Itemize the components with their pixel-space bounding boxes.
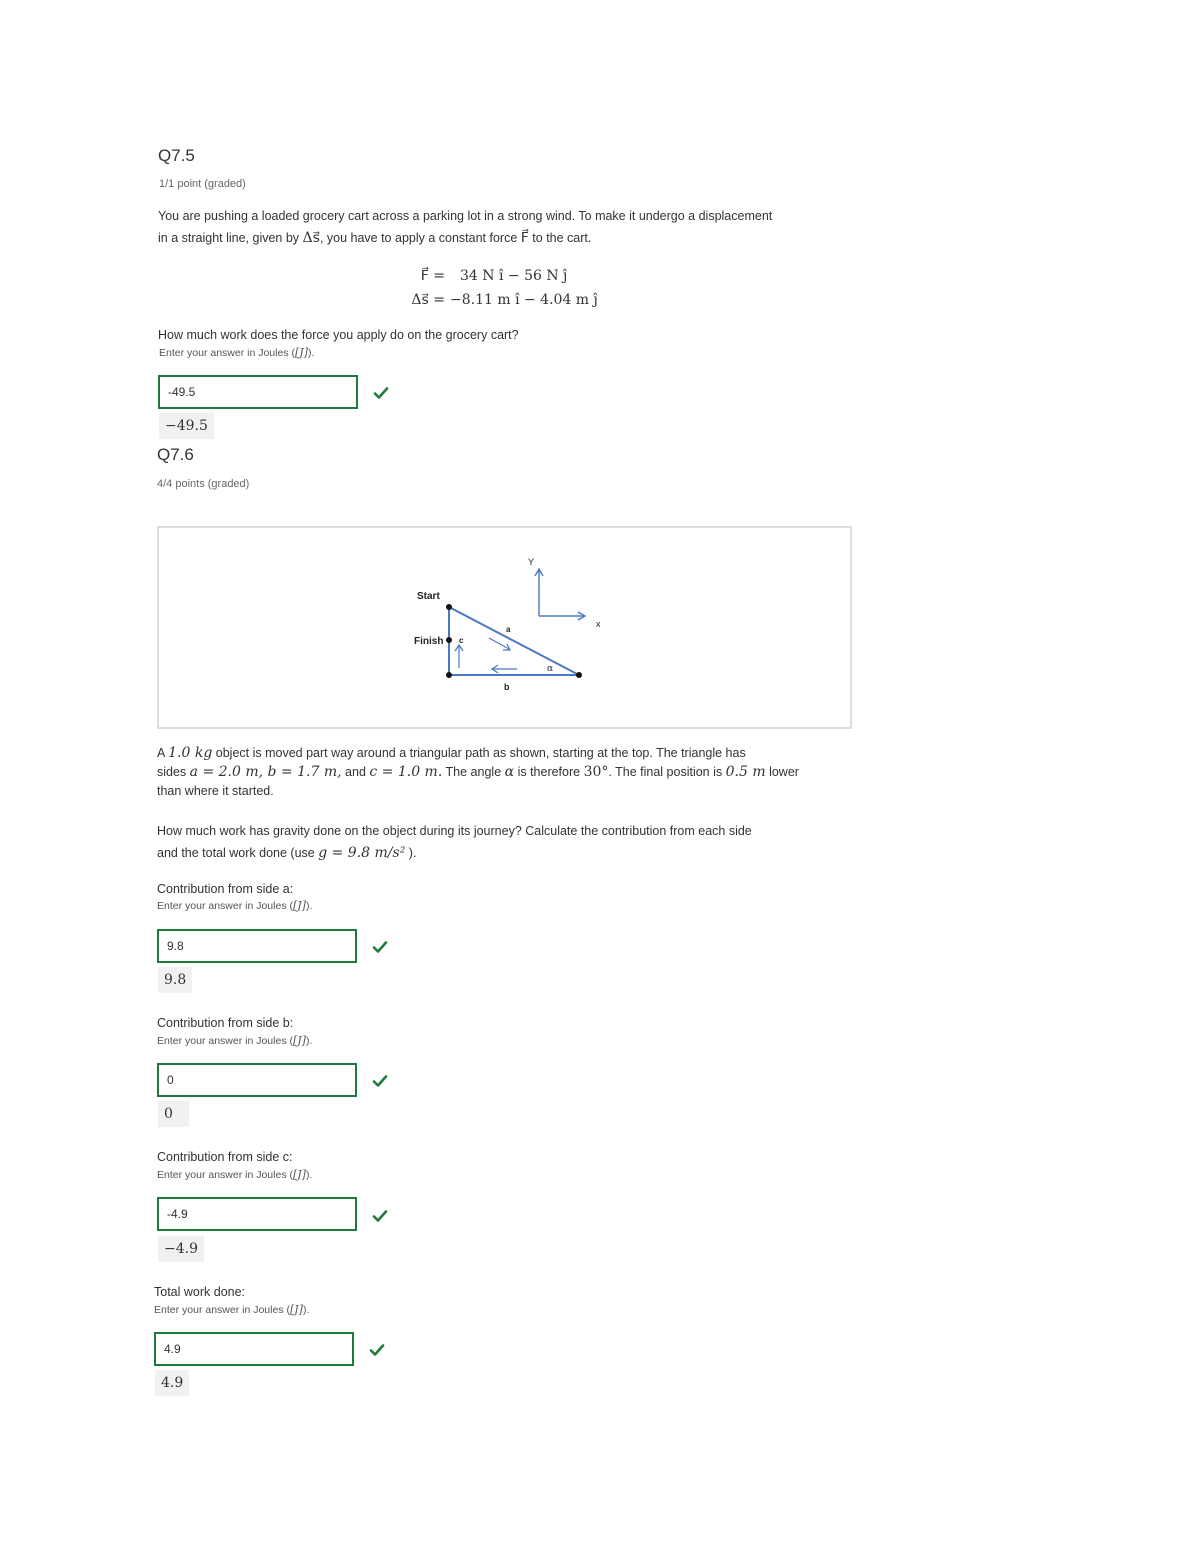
bottom-left-dot <box>446 672 452 678</box>
q76-points: 4/4 points (graded) <box>157 478 250 490</box>
q75-points: 1/1 point (graded) <box>159 178 246 190</box>
q75-question: How much work does the force you apply do on the grocery cart? <box>158 328 519 342</box>
q76-desc-text-3: sides <box>157 765 190 779</box>
part-b-hint-end: ). <box>305 1035 313 1047</box>
q76-desc-line1 <box>157 744 857 763</box>
part-a-hint <box>157 899 312 912</box>
q75-intro-displacement-symbol: Δs⃗ <box>302 230 320 246</box>
part-b-answer-preview: 0 <box>158 1101 189 1127</box>
part-b-hint-unit: [J] <box>292 1034 306 1047</box>
part-c-hint-end: ). <box>305 1169 313 1181</box>
part-b-hint-text: Enter your answer in Joules ( <box>157 1035 293 1047</box>
q75-hint-text: Enter your answer in Joules ( <box>159 347 295 359</box>
total-hint-unit: [J] <box>289 1303 303 1316</box>
q76-desc-side-c: c = 1.0 m. <box>369 764 443 780</box>
finish-label: Finish <box>414 636 444 647</box>
q75-answer-preview: −49.5 <box>159 413 214 439</box>
q75-answer-input[interactable] <box>158 375 358 409</box>
bottom-right-dot <box>576 672 582 678</box>
q76-desc-angle: 30° <box>583 764 609 780</box>
q76-desc-text-4: and <box>341 765 370 779</box>
q75-intro-text-c: to the cart. <box>528 231 592 245</box>
q76-question <box>157 820 857 864</box>
q76-desc-text-7: . The final position is <box>608 765 726 779</box>
start-label: Start <box>417 591 440 602</box>
part-b-hint <box>157 1034 312 1047</box>
total-hint <box>154 1303 309 1316</box>
part-c-hint-text: Enter your answer in Joules ( <box>157 1169 293 1181</box>
q75-intro-text-a: in a straight line, given by <box>158 231 303 245</box>
q75-intro <box>158 205 878 249</box>
triangle-figure <box>157 526 852 729</box>
q76-question-line2 <box>157 842 857 864</box>
q76-desc-text-8: lower <box>765 765 799 779</box>
total-hint-text: Enter your answer in Joules ( <box>154 1304 290 1316</box>
check-icon <box>369 1342 385 1358</box>
q75-eq2-lhs: Δs⃗ = <box>411 292 445 308</box>
arrow-along-a <box>489 638 509 649</box>
part-c-answer-preview: −4.9 <box>158 1236 204 1262</box>
part-c-hint-unit: [J] <box>292 1168 306 1181</box>
check-icon <box>372 1208 388 1224</box>
total-answer-preview: 4.9 <box>155 1370 189 1396</box>
y-axis-label: Y <box>528 557 535 567</box>
finish-dot <box>446 637 452 643</box>
part-a-answer-input[interactable] <box>157 929 357 963</box>
q75-intro-text-b: , you have to apply a constant force <box>319 231 521 245</box>
a-label: a <box>506 625 511 634</box>
total-label: Total work done: <box>154 1285 246 1299</box>
part-a-hint-unit: [J] <box>292 899 306 912</box>
alpha-label: α <box>547 664 554 674</box>
q76-desc-line2 <box>157 763 857 782</box>
part-a-hint-end: ). <box>305 900 313 912</box>
q76-desc-lower: 0.5 m <box>725 764 766 780</box>
part-a-label: Contribution from side a: <box>157 882 294 896</box>
c-label: c <box>459 636 464 645</box>
q75-hint-unit: [J] <box>294 346 308 359</box>
part-c-label: Contribution from side c: <box>157 1150 293 1164</box>
q75-hint <box>159 346 314 359</box>
q75-intro-force-symbol: F⃗ <box>520 230 529 246</box>
q76-desc-alpha: α <box>504 764 515 780</box>
part-c-hint <box>157 1168 312 1181</box>
part-a-hint-text: Enter your answer in Joules ( <box>157 900 293 912</box>
x-axis-label: x <box>596 619 601 629</box>
check-icon <box>372 1073 388 1089</box>
q76-desc-mass: 1.0 kg <box>168 745 213 761</box>
check-icon <box>372 939 388 955</box>
q76-desc-sides: a = 2.0 m, b = 1.7 m, <box>189 764 342 780</box>
q75-hint-end: ). <box>307 347 315 359</box>
q75-eq1-rhs: 34 N î − 56 N ĵ <box>460 268 568 284</box>
part-c-answer-input[interactable] <box>157 1197 357 1231</box>
q76-desc-text-5: The angle <box>442 765 505 779</box>
q76-question-g: g = 9.8 m/s² <box>318 845 406 861</box>
q75-title: Q7.5 <box>158 146 195 165</box>
q75-intro-line1: You are pushing a loaded grocery cart across a parking lot in a strong wind. To make it undergo a displacement <box>158 209 773 223</box>
q76-question-line1: How much work has gravity done on the object during its journey? Calculate the contribution from each side <box>157 824 752 838</box>
q75-eq2-rhs: −8.11 m î − 4.04 m ĵ <box>450 292 598 308</box>
q76-question-text-b: ). <box>405 846 417 860</box>
total-answer-input[interactable] <box>154 1332 354 1366</box>
b-label: b <box>504 682 510 692</box>
start-dot <box>446 604 452 610</box>
q76-desc-text-1: A <box>157 746 169 760</box>
q75-eq1-lhs: F⃗ = <box>420 268 445 284</box>
q76-question-text-a: and the total work done (use <box>157 846 319 860</box>
q75-intro-line2 <box>158 227 878 249</box>
triangle-diagram <box>159 528 850 727</box>
q76-desc-line3: than where it started. <box>157 784 274 798</box>
check-icon <box>373 385 389 401</box>
part-b-label: Contribution from side b: <box>157 1016 294 1030</box>
q76-description <box>157 744 857 801</box>
part-a-answer-preview: 9.8 <box>158 967 192 993</box>
q76-desc-text-6: is therefore <box>514 765 584 779</box>
part-b-answer-input[interactable] <box>157 1063 357 1097</box>
q76-title: Q7.6 <box>157 445 194 464</box>
q76-desc-text-2: object is moved part way around a triangular path as shown, starting at the top. The triangle has <box>212 746 746 760</box>
total-hint-end: ). <box>302 1304 310 1316</box>
side-a <box>449 607 579 675</box>
